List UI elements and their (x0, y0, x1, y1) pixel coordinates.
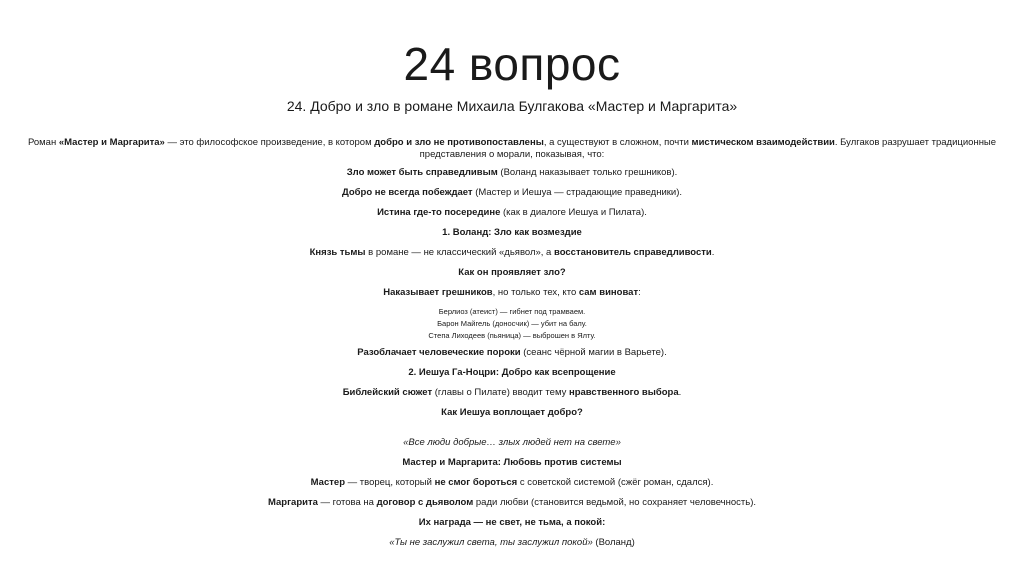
quote-peace: «Ты не заслужил света, ты заслужил покой» (Воланд) (389, 537, 635, 548)
intro-text-3: , а существуют в сложном, почти (543, 137, 692, 148)
heading-yeshua: 2. Иешуа Га-Ноцри: Добро как всепрощение (408, 367, 616, 378)
sub-likhodeev: Степа Лиходеев (пьяница) — выброшен в Ялту. (428, 331, 596, 340)
intro-text-2: — это философское произведение, в котором (164, 137, 375, 148)
spacer (0, 426, 1024, 436)
content-lines (0, 166, 1024, 556)
line-margarita: Маргарита — готова на договор с дьяволом ради любви (становится ведьмой, но сохраняет человечность). (267, 497, 757, 508)
question-evil: Как он проявляет зло? (458, 267, 566, 278)
line-reward: Их награда — не свет, не тьма, а покой: (418, 517, 606, 528)
line-punishes: Наказывает грешников, но только тех, кто сам виноват: (383, 287, 641, 298)
intro-bold-3: мистическом взаимодействии (691, 137, 835, 148)
line-exposes-vices: Разоблачает человеческие пороки (сеанс чёрной магии в Варьете). (357, 347, 667, 358)
intro-bold-2: добро и зло не противопоставлены (374, 137, 544, 148)
line-evil-just: Зло может быть справедливым (Воланд наказывает только грешников). (346, 167, 678, 178)
line-master: Мастер — творец, который не смог бороться с советской системой (сжёг роман, сдался). (310, 477, 714, 488)
sub-meigel: Барон Майгель (доносчик) — убит на балу. (437, 319, 587, 328)
intro-text-1: Роман (27, 137, 59, 148)
intro-paragraph (16, 137, 1008, 161)
question-yeshua: Как Иешуа воплощает добро? (441, 407, 583, 418)
slide-title: 24 вопрос (403, 38, 621, 90)
intro-bold-1: «Мастер и Маргарита» (58, 137, 165, 148)
heading-woland: 1. Воланд: Зло как возмездие (442, 227, 582, 238)
line-good-not-win: Добро не всегда побеждает (Мастер и Иешуа — страдающие праведники). (341, 187, 683, 198)
sub-berlioz: Берлиоз (атеист) — гибнет под трамваем. (438, 307, 586, 316)
line-truth-middle: Истина где-то посередине (как в диалоге Иешуа и Пилата). (377, 207, 647, 218)
line-prince-darkness: Князь тьмы в романе — не классический «дьявол», а восстановитель справедливости. (309, 247, 715, 258)
quote-all-people-good: «Все люди добрые… злых людей нет на свете» (403, 437, 621, 448)
intro-text-4: . Булгаков разрушает традиционные представления о морали, показывая, что: (419, 137, 997, 160)
line-biblical-plot: Библейский сюжет (главы о Пилате) вводит тему нравственного выбора. (342, 387, 682, 398)
slide-subtitle: 24. Добро и зло в романе Михаила Булгакова «Мастер и Маргарита» (286, 98, 738, 114)
heading-master-margarita: Мастер и Маргарита: Любовь против системы (402, 457, 622, 468)
